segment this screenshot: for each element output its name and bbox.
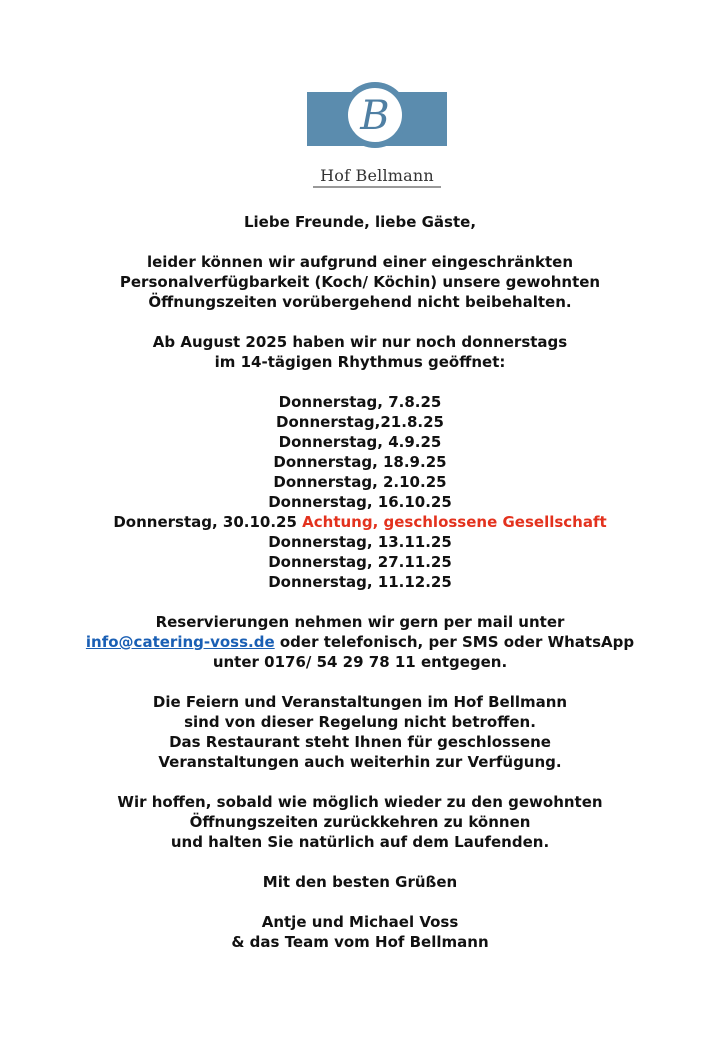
date-item: Donnerstag, 4.9.25 [278, 433, 442, 451]
date-item-closed-date: Donnerstag, 30.10.25 [113, 513, 297, 531]
intro-line: Öffnungszeiten vorübergehend nicht beibehalten. [148, 293, 572, 311]
closing: Mit den besten Grüßen [262, 873, 458, 891]
date-item: Donnerstag,21.8.25 [276, 413, 444, 431]
date-list [0, 392, 720, 592]
notice-body [0, 212, 720, 972]
date-item: Donnerstag, 7.8.25 [278, 393, 442, 411]
logo-letter: B [360, 93, 390, 139]
logo-emblem-inner [348, 88, 402, 142]
logo-name: Hof Bellmann [320, 166, 434, 185]
events-line: Die Feiern und Veranstaltungen im Hof Bellmann [152, 693, 568, 711]
date-item: Donnerstag, 27.11.25 [268, 553, 452, 571]
hope-line: Öffnungszeiten zurückkehren zu können [189, 813, 531, 831]
hof-bellmann-logo [307, 82, 447, 188]
events-line: sind von dieser Regelung nicht betroffen. [184, 713, 536, 731]
reservation-line: Reservierungen nehmen wir gern per mail unter [155, 613, 565, 631]
reservation-paragraph [0, 612, 720, 672]
signature [0, 912, 720, 952]
events-line: Veranstaltungen auch weiterhin zur Verfügung. [158, 753, 562, 771]
signature-line: Antje und Michael Voss [261, 913, 459, 931]
closed-note: Achtung, geschlossene Gesellschaft [302, 513, 607, 531]
email-link[interactable]: info@catering-voss.de [85, 633, 275, 651]
greeting: Liebe Freunde, liebe Gäste, [243, 213, 477, 231]
reservation-line-rest: oder telefonisch, per SMS oder WhatsApp [274, 633, 635, 651]
date-item: Donnerstag, 18.9.25 [273, 453, 447, 471]
events-line: Das Restaurant steht Ihnen für geschlossene [169, 733, 551, 751]
intro-line: Personalverfügbarkeit (Koch/ Köchin) unsere gewohnten [119, 273, 601, 291]
hope-paragraph [0, 792, 720, 852]
signature-line: & das Team vom Hof Bellmann [231, 933, 489, 951]
date-item: Donnerstag, 16.10.25 [268, 493, 452, 511]
reservation-phone-line: unter 0176/ 54 29 78 11 entgegen. [212, 653, 508, 671]
logo-underline [313, 186, 441, 188]
events-paragraph [0, 692, 720, 772]
date-item: Donnerstag, 2.10.25 [273, 473, 447, 491]
date-item: Donnerstag, 11.12.25 [268, 573, 452, 591]
hope-line: Wir hoffen, sobald wie möglich wieder zu den gewohnten [117, 793, 603, 811]
intro-line: leider können wir aufgrund einer eingeschränkten [146, 253, 574, 271]
date-item: Donnerstag, 13.11.25 [268, 533, 452, 551]
date-item-closed [0, 512, 720, 532]
schedule-intro-line: im 14-tägigen Rhythmus geöffnet: [214, 353, 506, 371]
reservation-line [0, 632, 720, 652]
intro-paragraph [0, 252, 720, 312]
logo-emblem [342, 82, 408, 148]
schedule-intro-line: Ab August 2025 haben wir nur noch donnerstags [152, 333, 568, 351]
schedule-intro [0, 332, 720, 372]
hope-line: und halten Sie natürlich auf dem Laufenden. [170, 833, 550, 851]
